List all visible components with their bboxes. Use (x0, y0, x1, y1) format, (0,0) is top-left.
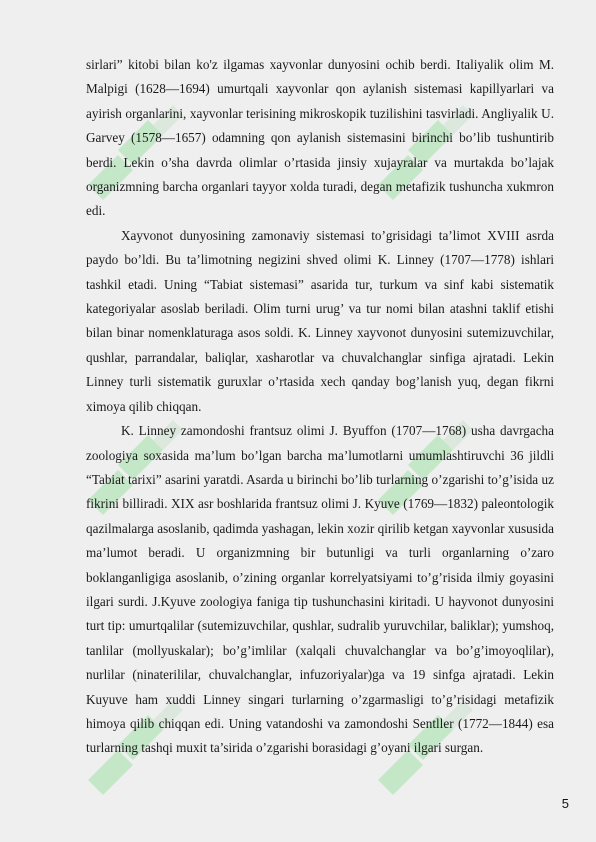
paragraph-2: Xayvonot dunyosining zamonaviy sistemasi to’grisidagi ta’limot XVIII asrda paydo bo’ldi. Bu ta’limotning negizini shved olimi K. Linney (1707—1778) ishlari tashkil etadi. Uning “Tabiat sistemasi” asarida tur, turkum va sinf kabi sistematik kategoriyalar asoslab beriladi. Olim turni urug’ va tur nomi bilan atashni taklif etishi bilan binar nomenklaturaga asos soldi. K. Linney xayvonot dunyosini sutemizuvchilar, qushlar, parrandalar, baliqlar, xasharotlar va chuvalchanglar sinfiga ajratadi. Lekin Linney turli sistematik guruxlar o’rtasida xech qanday bog’lanish yuq, degan fikrni ximoya qilib chiqqan. (86, 227, 554, 414)
paragraph-3: K. Linney zamondoshi frantsuz olimi J. Byuffon (1707—1768) usha davrgacha zoologiya soxasida ma’lum bo’lgan barcha ma’lumotlarni umumlashtiruvchi 36 jildli “Tabiat tarixi” asarini yaratdi. Asarda u birinchi bo’lib turlarning o’zgarishi to’g’isida uz fikrini billiradi. XIX asr boshlarida frantsuz olimi J. Kyuve (1769—1832) paleontologik qazilmalarga asoslanib, qadimda yashagan, lekin xozir qirilib ketgan xayvonlar xususida ma’lumot beradi. U organizmning bir butunligi va turli organlarning o’zaro boklanganligiga asoslanib, o’zining organlar korrelyatsiyami to’g’risida ilmiy goyasini ilgari surdi. J.Kyuve zoologiya faniga tip tushunchasini kiritadi. U hayvonot dunyosini turt tip: umurtqalilar (sutemizuvchilar, qushlar, sudralib yuruvchilar, baliklar); yumshoq, tanlilar (mollyuskalar); bo’g’imlilar (xalqali chuvalchanglar va bo’g’imoyoqlilar), nurlilar (ninaterililar, chuvalchanglar, infuzoriyalar)ga va 19 sinfga ajratadi. Lekin Kuyuve ham xuddi Linney singari turlarning o’zgarmasligi to’g’risidagi metafizik himoya qilib chiqqan edi. Uning vatandoshi va zamondoshi Sentller (1772—1844) esa turlarning tashqi muxit ta’sirida o’zgarishi borasidagi g’oyani ilgari surgan. (86, 423, 554, 756)
body-text (86, 53, 554, 761)
page-number: 5 (561, 796, 569, 811)
paragraph-1: sirlari” kitobi bilan ko'z ilgamas xayvonlar dunyosini ochib berdi. Italiyalik olim M. Malpigi (1628—1694) umurtqali xayvonlar qon aylanish sistemasi kapillyarlari va ayirish organlarini, xayvonlar terisining mikroskopik tuzilishini tasvirladi. Angliyalik U. Garvey (1578—1657) odamning qon aylanish sistemasini birinchi bo’lib tushuntirib berdi. Lekin o’sha davrda olimlar o’rtasida jinsiy xujayralar va murtakda bo’lajak organizmning barcha organlari tayyor xolda turadi, degan metafizik tushuncha xukmron edi. (86, 57, 554, 219)
